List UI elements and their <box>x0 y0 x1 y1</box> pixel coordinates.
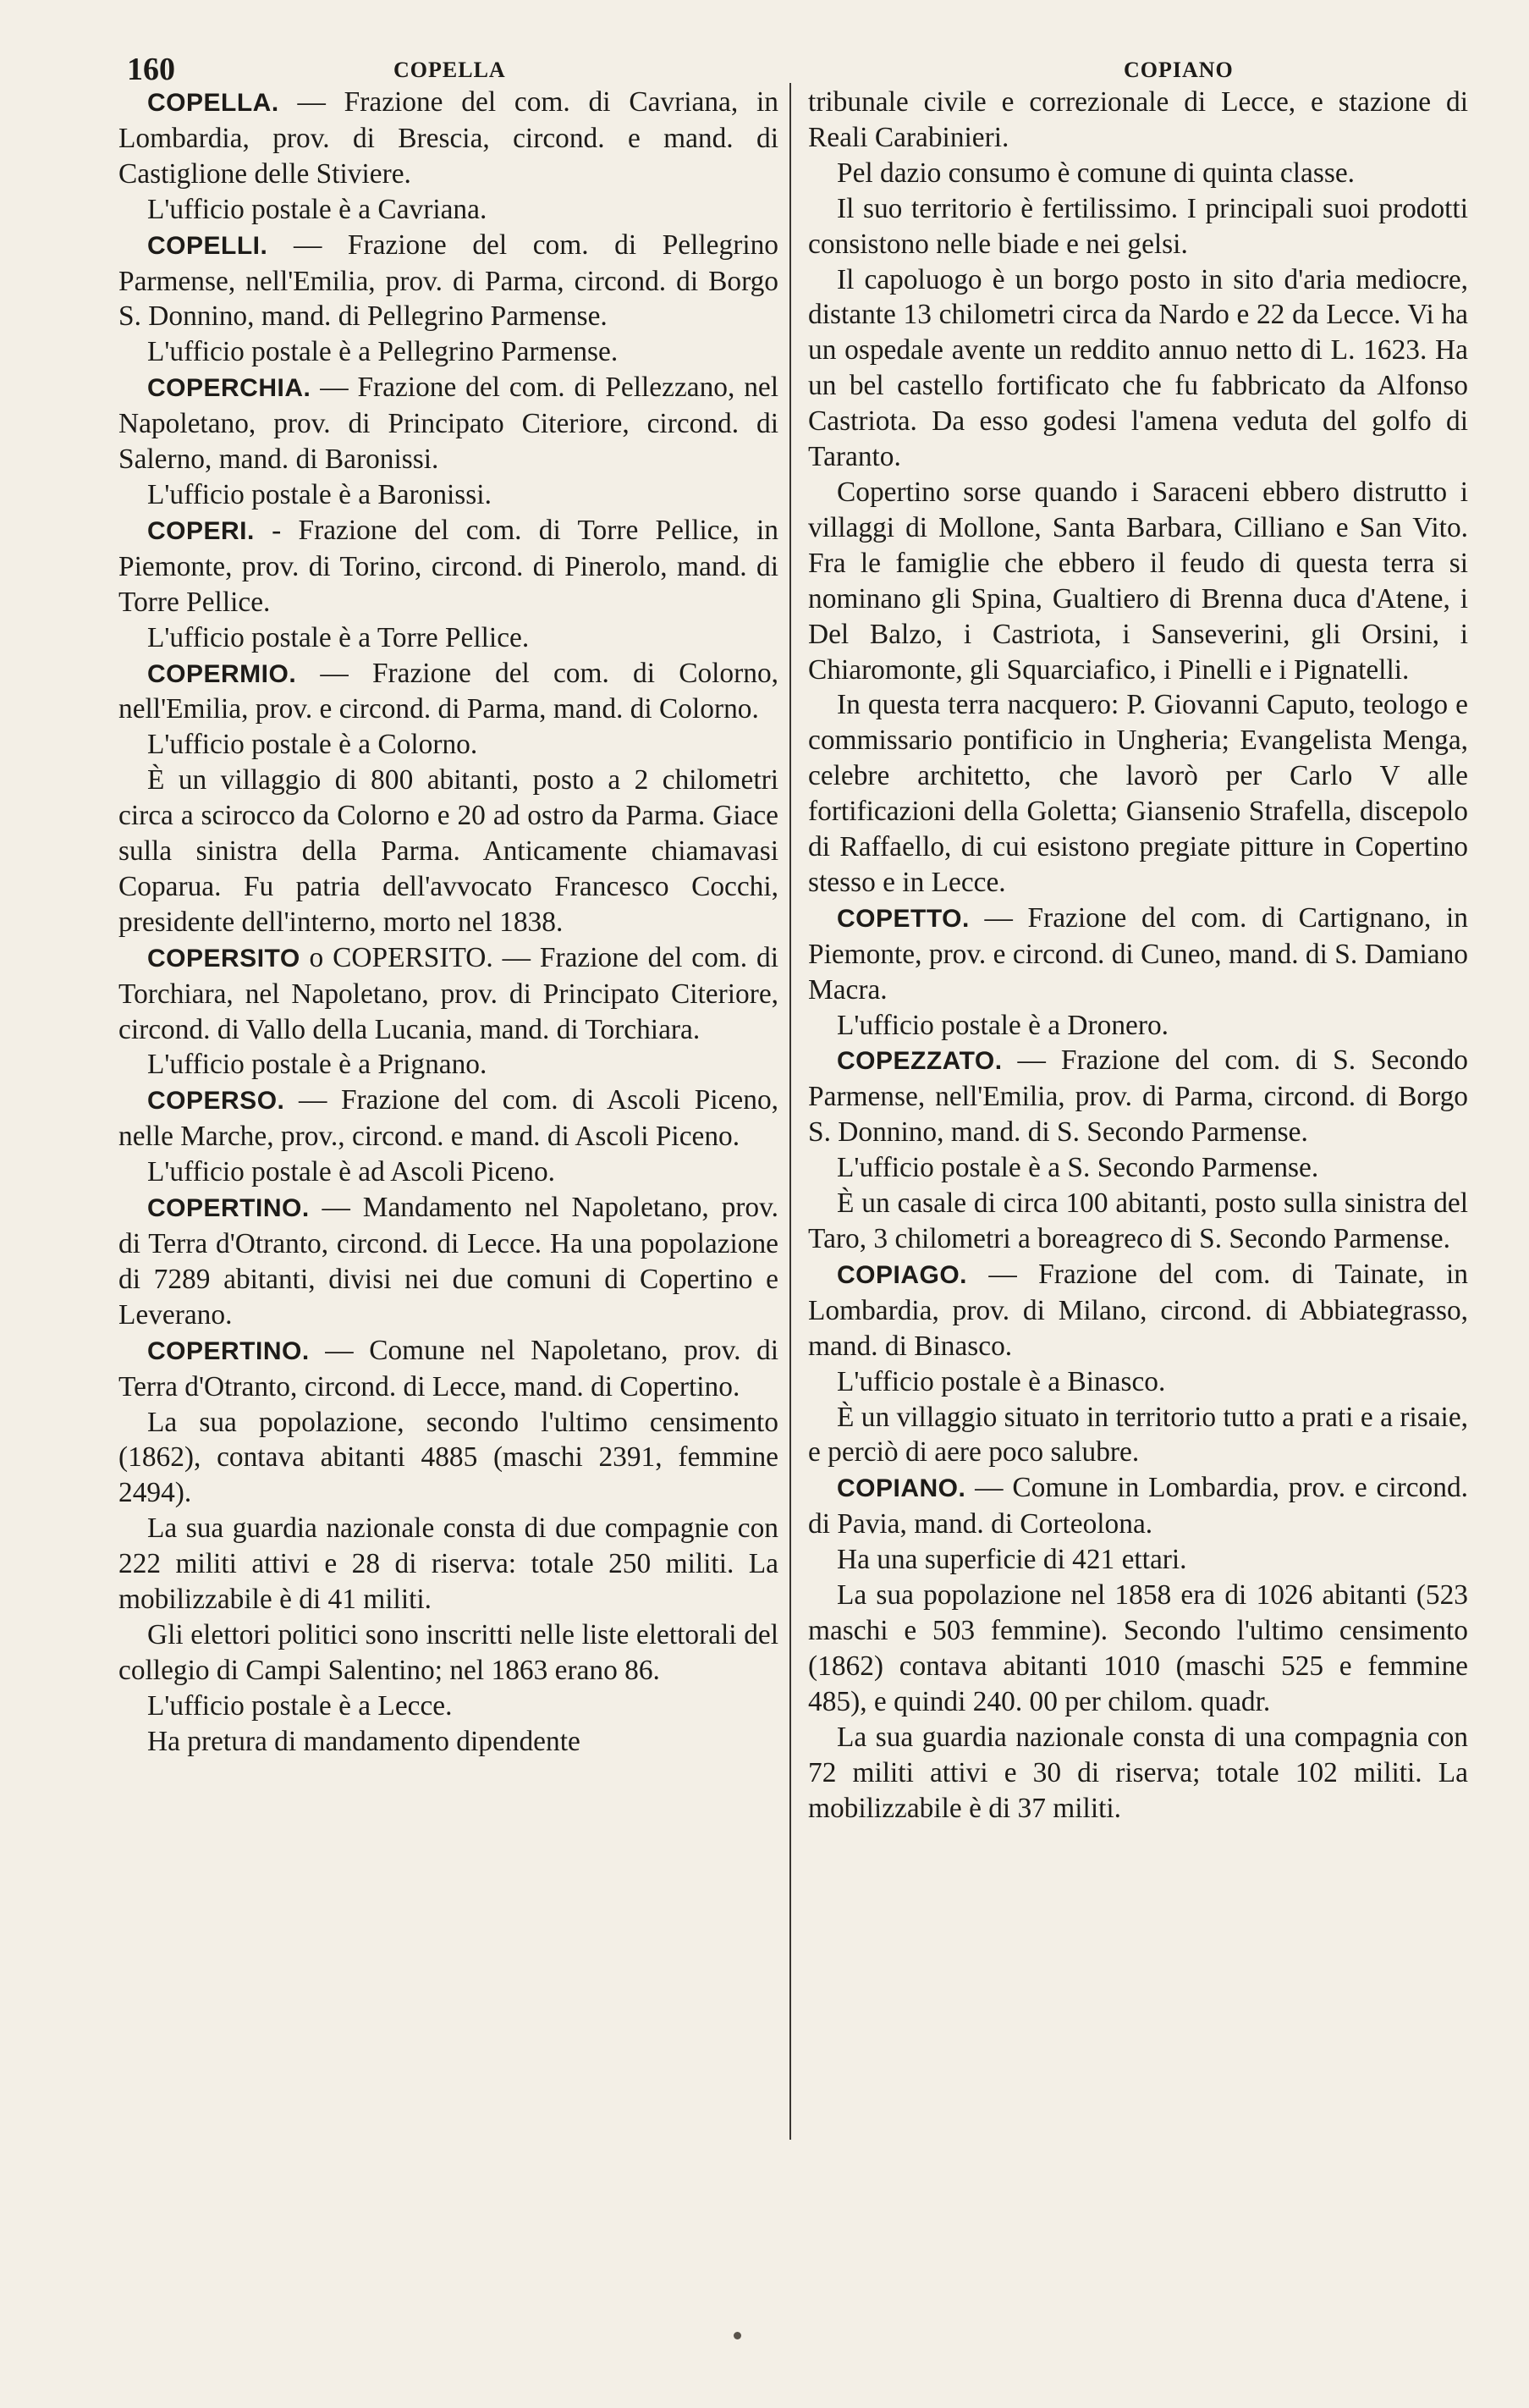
entry-paragraph <box>118 656 778 728</box>
entry-paragraph <box>808 1257 1468 1364</box>
entry-text: — Comune nel Napoletano, prov. di Terra d'Otranto, circond. di Lecce, mand. di Copertino. <box>118 1334 778 1402</box>
entry-text: L'ufficio postale è a Lecce. <box>147 1689 453 1722</box>
entry-headword: COPERSO. <box>147 1087 285 1116</box>
entry-text: L'ufficio postale è a Binasco. <box>837 1365 1166 1397</box>
entry-headword: COPERSITO <box>147 944 300 973</box>
entry-text: Copertino sorse quando i Saraceni ebbero distrutto i villaggi di Mollone, Santa Barbara, Cilliano e San Vito. Fra le famiglie che ebbero il feudo di questa terra si nominano gli Spina, Gualtiero di Brenna duca d'Atene, i Del Balzo, i Castriota, i Sanseverini, gli Orsini, i Chiaromonte, gli Squarciafico, i Pinelli e i Pignatelli. <box>808 476 1468 686</box>
entry-headword: COPIANO. <box>837 1474 966 1503</box>
entry-paragraph <box>118 1405 778 1512</box>
entry-paragraph <box>808 156 1468 191</box>
entry-text: — Mandamento nel Napoletano, prov. di Terra d'Otranto, circond. di Lecce. Ha una popolazione di 7289 abitanti, divisi nei due comuni di Copertino e Leverano. <box>118 1192 778 1331</box>
right-running-head: COPIANO <box>1124 58 1234 82</box>
entry-text: Il capoluogo è un borgo posto in sito d'aria mediocre, distante 13 chilometri circa da Nardo e 22 da Lecce. Vi ha un ospedale avente un reddito annuo netto di L. 1623. Ha un bel castello fortificato che fu fabbricato da Alfonso Castriota. Da esso godesi l'amena veduta del golfo di Taranto. <box>808 263 1468 473</box>
entry-text: Gli elettori politici sono inscritti nelle liste elettorali del collegio di Campi Salentino; nel 1863 erano 86. <box>118 1618 778 1686</box>
entry-paragraph <box>118 620 778 656</box>
entry-paragraph <box>118 85 778 192</box>
entry-text: L'ufficio postale è ad Ascoli Piceno. <box>147 1156 556 1188</box>
entry-text: L'ufficio postale è a Pellegrino Parmense. <box>147 336 619 368</box>
entry-paragraph <box>808 1043 1468 1150</box>
entry-text: — Frazione del com. di Colorno, nell'Emilia, prov. e circond. di Parma, mand. di Colorno. <box>118 657 778 725</box>
entry-headword: COPELLI. <box>147 231 268 260</box>
entry-paragraph <box>118 1083 778 1154</box>
page-number: 160 <box>127 52 175 87</box>
entry-paragraph <box>118 763 778 940</box>
entry-paragraph <box>808 475 1468 687</box>
entry-paragraph <box>118 940 778 1048</box>
entry-paragraph <box>808 1008 1468 1044</box>
running-header <box>110 51 1235 85</box>
entry-paragraph <box>118 228 778 335</box>
right-column <box>808 85 1468 1826</box>
entry-headword: COPELLA. <box>147 89 279 117</box>
entry-paragraph <box>808 1150 1468 1186</box>
entry-paragraph <box>808 191 1468 262</box>
entry-text: o COPERSITO. — Frazione del com. di Torchiara, nel Napoletano, prov. di Principato Citeriore, circond. di Vallo della Lucania, mand. di Torchiara. <box>118 941 778 1045</box>
entry-text: — Comune in Lombardia, prov. e circond. di Pavia, mand. di Corteolona. <box>808 1472 1468 1540</box>
entry-paragraph <box>808 1720 1468 1827</box>
entry-headword: COPERI. <box>147 516 255 545</box>
entry-paragraph <box>118 1047 778 1083</box>
entry-text: L'ufficio postale è a Cavriana. <box>147 193 487 225</box>
entry-paragraph <box>808 1578 1468 1720</box>
entry-paragraph <box>118 1154 778 1190</box>
entry-paragraph <box>118 1511 778 1617</box>
entry-text: Il suo territorio è fertilissimo. I principali suoi prodotti consistono nelle biade e nei gelsi. <box>808 192 1468 260</box>
entry-paragraph <box>118 334 778 370</box>
entry-text: L'ufficio postale è a S. Secondo Parmense. <box>837 1152 1319 1184</box>
entry-text: — Frazione del com. di Cavriana, in Lombardia, prov. di Brescia, circond. e mand. di Castiglione delle Stiviere. <box>118 86 778 190</box>
entry-paragraph <box>118 727 778 763</box>
entry-paragraph <box>118 1689 778 1724</box>
entry-text: La sua guardia nazionale consta di due compagnie con 222 militi attivi e 28 di riserva: totale 250 militi. La mobilizzabile è di 41 militi. <box>118 1513 778 1616</box>
entry-headword: COPERTINO. <box>147 1336 310 1365</box>
entry-text: La sua guardia nazionale consta di una compagnia con 72 militi attivi e 30 di riserva; totale 102 militi. La mobilizzabile è di 37 militi. <box>808 1721 1468 1824</box>
entry-paragraph <box>808 262 1468 475</box>
entry-headword: COPERTINO. <box>147 1194 310 1223</box>
entry-headword: COPETTO. <box>837 904 970 933</box>
entry-paragraph <box>808 85 1468 156</box>
entry-text: L'ufficio postale è a Baronissi. <box>147 478 492 510</box>
left-column <box>118 85 778 1760</box>
entry-text: — Frazione del com. di Ascoli Piceno, nelle Marche, prov., circond. e mand. di Ascoli Piceno. <box>118 1084 778 1153</box>
entry-paragraph <box>118 477 778 513</box>
entry-text: — Frazione del com. di Pellegrino Parmense, nell'Emilia, prov. di Parma, circond. di Borgo S. Donnino, mand. di Pellegrino Parmense. <box>118 229 778 333</box>
entry-text: È un villaggio di 800 abitanti, posto a 2 chilometri circa a scirocco da Colorno e 20 ad ostro da Parma. Giace sulla sinistra della Parma. Anticamente chiamavasi Coparua. Fu patria dell'avvocato Francesco Cocchi, presidente dell'interno, morto nel 1838. <box>118 764 778 938</box>
entry-paragraph <box>118 513 778 620</box>
entry-text: tribunale civile e correzionale di Lecce, e stazione di Reali Carabinieri. <box>808 86 1468 153</box>
entry-paragraph <box>808 1186 1468 1257</box>
entry-paragraph <box>118 1190 778 1333</box>
entry-text: L'ufficio postale è a Colorno. <box>147 729 478 761</box>
entry-text: L'ufficio postale è a Dronero. <box>837 1009 1169 1041</box>
entry-text: — Frazione del com. di Tainate, in Lombardia, prov. di Milano, circond. di Abbiategrasso, mand. di Binasco. <box>808 1258 1468 1362</box>
column-divider <box>789 83 791 2140</box>
entry-paragraph <box>808 1400 1468 1471</box>
entry-paragraph <box>118 192 778 228</box>
left-running-head: COPELLA <box>393 58 506 82</box>
entry-text: In questa terra nacquero: P. Giovanni Caputo, teologo e commissario pontificio in Ungheria; Evangelista Menga, celebre architetto, che lavorò per Carlo V alle fortificazioni della Goletta; Giansenio Strafella, discepolo di Raffaello, di cui esistono pregiate pitture in Copertino stesso e in Lecce. <box>808 689 1468 898</box>
entry-paragraph <box>808 687 1468 900</box>
entry-headword: COPEZZATO. <box>837 1047 1003 1076</box>
entry-text: - Frazione del com. di Torre Pellice, in Piemonte, prov. di Torino, circond. di Pinerolo, mand. di Torre Pellice. <box>118 514 778 618</box>
entry-text: — Frazione del com. di Pellezzano, nel Napoletano, prov. di Principato Citeriore, circond. di Salerno, mand. di Baronissi. <box>118 372 778 476</box>
entry-paragraph <box>808 1364 1468 1400</box>
entry-text: — Frazione del com. di S. Secondo Parmense, nell'Emilia, prov. di Parma, circond. di Borgo S. Donnino, mand. di S. Secondo Parmense. <box>808 1044 1468 1149</box>
entry-paragraph <box>118 1724 778 1760</box>
entry-text: — Frazione del com. di Cartignano, in Piemonte, prov. e circond. di Cuneo, mand. di S. Damiano Macra. <box>808 901 1468 1006</box>
entry-paragraph <box>808 1470 1468 1542</box>
entry-text: Ha pretura di mandamento dipendente <box>147 1725 580 1757</box>
entry-text: L'ufficio postale è a Torre Pellice. <box>147 621 530 653</box>
entry-headword: COPERMIO. <box>147 659 297 688</box>
entry-text: L'ufficio postale è a Prignano. <box>147 1049 487 1081</box>
entry-text: È un villaggio situato in territorio tutto a prati e a risaie, e perciò di aere poco salubre. <box>808 1401 1468 1468</box>
entry-paragraph <box>808 901 1468 1008</box>
entry-text: Pel dazio consumo è comune di quinta classe. <box>837 157 1356 189</box>
entry-text: La sua popolazione, secondo l'ultimo censimento (1862), contava abitanti 4885 (maschi 2391, femmine 2494). <box>118 1406 778 1509</box>
entry-paragraph <box>118 1333 778 1405</box>
entry-text: La sua popolazione nel 1858 era di 1026 abitanti (523 maschi e 503 femmine). Secondo l'ultimo censimento (1862) contava abitanti 1010 (maschi 525 e femmine 485), e quindi 240. 00 per chilom. quadr. <box>808 1579 1468 1717</box>
entry-headword: COPIAGO. <box>837 1260 968 1289</box>
entry-text: È un casale di circa 100 abitanti, posto sulla sinistra del Taro, 3 chilometri a boreagreco di S. Secondo Parmense. <box>808 1187 1468 1254</box>
entry-paragraph <box>118 370 778 477</box>
entry-paragraph <box>808 1542 1468 1578</box>
entry-paragraph <box>118 1617 778 1689</box>
entry-headword: COPERCHIA. <box>147 374 311 403</box>
entry-text: Ha una superficie di 421 ettari. <box>837 1544 1187 1576</box>
page-mark <box>734 2332 741 2339</box>
